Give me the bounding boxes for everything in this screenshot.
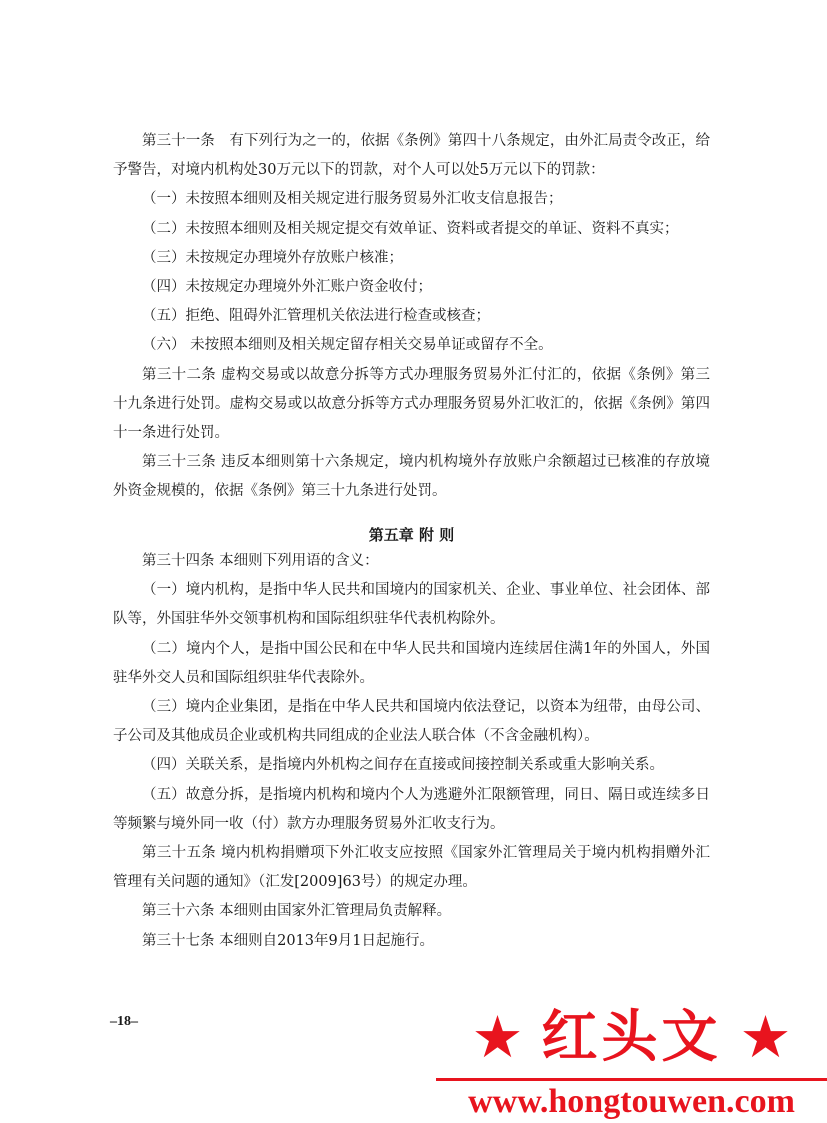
article-31-item-3: （三）未按规定办理境外存放账户核准； bbox=[142, 249, 403, 266]
article-34-item-4: （四）关联关系，是指境内外机构之间存在直接或间接控制关系或重大影响关系。 bbox=[142, 757, 664, 774]
article-34-item-2: （二）境内个人，是指中国公民和在中华人民共和国境内连续居住满1年的外国人，外国驻华外交人员和国际组织驻华代表除外。 bbox=[113, 640, 710, 686]
section-penalties bbox=[113, 127, 710, 507]
article-31-item-4: （四）未按规定办理境外外汇账户资金收付； bbox=[142, 279, 432, 296]
watermark-title-row bbox=[436, 1002, 827, 1072]
article-31-item-2: （二）未按照本细则及相关规定提交有效单证、资料或者提交的单证、资料不真实； bbox=[142, 220, 679, 237]
article-31-item-1: （一）未按照本细则及相关规定进行服务贸易外汇收支信息报告； bbox=[142, 191, 563, 208]
star-left-icon: ★ bbox=[471, 1003, 524, 1071]
article-37: 第三十七条 本细则自2013年9月1日起施行。 bbox=[142, 932, 434, 949]
article-31-item-5: （五）拒绝、阻碍外汇管理机关依法进行检查或核查； bbox=[142, 308, 490, 325]
watermark-divider bbox=[436, 1078, 827, 1081]
watermark-url: www.hongtouwen.com bbox=[468, 1083, 795, 1120]
article-34-item-3: （三）境内企业集团，是指在中华人民共和国境内依法登记，以资本为纽带，由母公司、子公司及其他成员企业或机构共同组成的企业法人联合体（不含金融机构）。 bbox=[113, 699, 710, 745]
watermark bbox=[436, 1002, 827, 1123]
page-number: –18– bbox=[110, 1014, 138, 1029]
star-right-icon: ★ bbox=[739, 1003, 792, 1071]
article-34: 第三十四条 本细则下列用语的含义： bbox=[142, 553, 379, 569]
article-31-item-6: （六） 未按照本细则及相关规定留存相关交易单证或留存不全。 bbox=[142, 337, 553, 354]
article-32: 第三十二条 虚构交易或以故意分拆等方式办理服务贸易外汇付汇的，依据《条例》第三十九条进行处罚。虚构交易或以故意分拆等方式办理服务贸易外汇收汇的，依据《条例》第四十一条进行处罚。 bbox=[113, 366, 710, 442]
section-supplementary bbox=[113, 547, 710, 956]
article-34-item-5: （五）故意分拆，是指境内机构和境内个人为逃避外汇限额管理，同日、隔日或连续多日等频繁与境外同一收（付）款方办理服务贸易外汇收支行为。 bbox=[113, 786, 710, 832]
article-31: 第三十一条 有下列行为之一的，依据《条例》第四十八条规定，由外汇局责令改正，给予警告，对境内机构处30万元以下的罚款，对个人可以处5万元以下的罚款： bbox=[113, 133, 710, 179]
chapter-heading: 第五章 附 则 bbox=[368, 526, 455, 544]
article-33: 第三十三条 违反本细则第十六条规定，境内机构境外存放账户余额超过已核准的存放境外资金规模的，依据《条例》第三十九条进行处罚。 bbox=[113, 454, 710, 500]
article-36: 第三十六条 本细则由国家外汇管理局负责解释。 bbox=[142, 903, 452, 920]
article-34-item-1: （一）境内机构，是指中华人民共和国境内的国家机关、企业、事业单位、社会团体、部队等，外国驻华外交领事机构和国际组织驻华代表机构除外。 bbox=[113, 582, 710, 628]
article-35: 第三十五条 境内机构捐赠项下外汇收支应按照《国家外汇管理局关于境内机构捐赠外汇管理有关问题的通知》（汇发[2009]63号）的规定办理。 bbox=[113, 845, 710, 891]
watermark-title: 红头文 bbox=[541, 1004, 722, 1070]
